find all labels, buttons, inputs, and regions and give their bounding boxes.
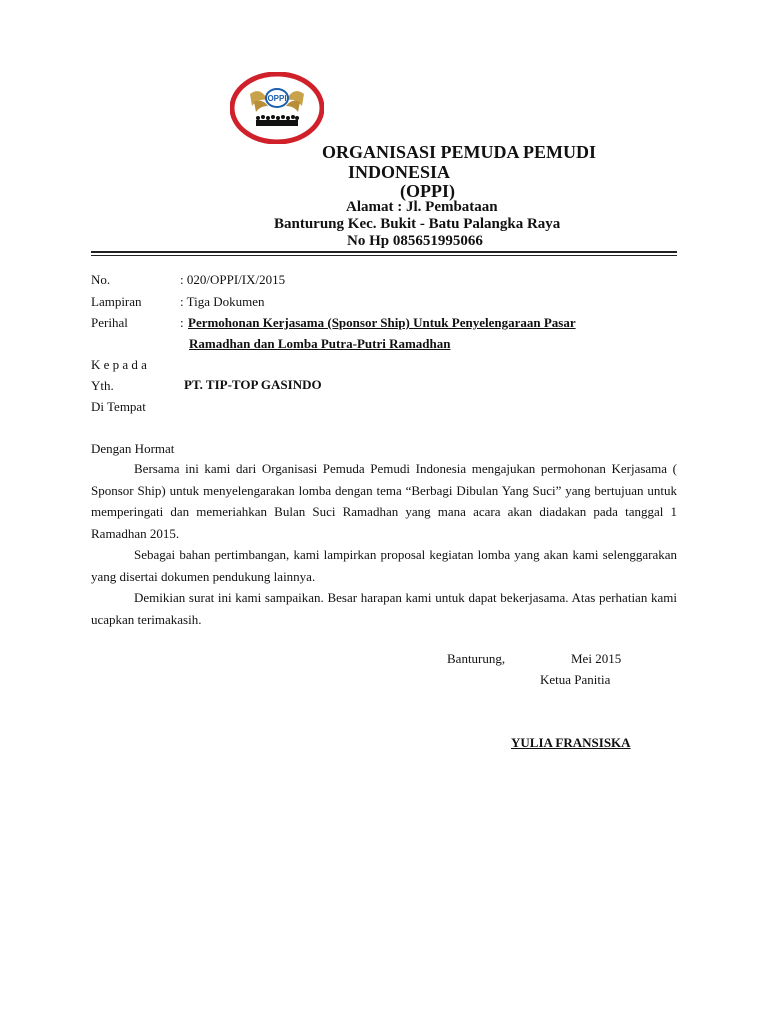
header-divider-thin: [91, 255, 677, 256]
paragraph-3: Demikian surat ini kami sampaikan. Besar harapan kami untuk dapat bekerjasama. Atas perhatian kami ucapkan terimakasih.: [91, 590, 677, 627]
signature-place: Banturung,: [447, 651, 506, 666]
no-label: No.: [91, 272, 111, 287]
paragraph-1: Bersama ini kami dari Organisasi Pemuda Pemudi Indonesia mengajukan permohonan Kerjasama ( Sponsor Ship) untuk menyelengarakan lomba dengan tema “Berbagi Dibulan Yang Suci” yang bertujuan untuk memperingati dan memeriahkan Bulan Suci Ramadhan yang mana acara akan diadakan pada tanggal 1 Ramadhan 2015.: [91, 461, 677, 541]
oppi-logo: [230, 72, 324, 144]
lampiran-value: : Tiga Dokumen: [180, 294, 265, 309]
address-line1: Alamat : Jl. Pembataan: [346, 199, 498, 215]
recipient-company: PT. TIP-TOP GASINDO: [184, 377, 322, 392]
logo-text: OPPI: [267, 94, 287, 103]
org-name-line2: INDONESIA: [348, 162, 451, 182]
lampiran-label: Lampiran: [91, 294, 142, 309]
greeting: Dengan Hormat: [91, 441, 175, 456]
org-name-line1: ORGANISASI PEMUDA PEMUDI: [322, 142, 597, 162]
signature-date: Mei 2015: [571, 651, 622, 666]
paragraph-2: Sebagai bahan pertimbangan, kami lampirkan proposal kegiatan lomba yang akan kami selenggarakan yang disertai dokumen pendukung lainnya.: [91, 547, 677, 584]
di-tempat: Di Tempat: [91, 399, 146, 414]
perihal-colon: :: [180, 315, 184, 330]
perihal-label: Perihal: [91, 315, 128, 330]
perihal-subject-line1: Permohonan Kerjasama (Sponsor Ship) Untuk Penyelengaraan Pasar: [188, 315, 576, 330]
org-acronym: (OPPI): [400, 181, 455, 201]
kepada-label: K e p a d a: [91, 357, 147, 372]
perihal-subject-line2: Ramadhan dan Lomba Putra-Putri Ramadhan: [189, 336, 451, 351]
no-value: : 020/OPPI/IX/2015: [180, 272, 286, 287]
signatory-name: YULIA FRANSISKA: [511, 735, 631, 750]
address-line2: Banturung Kec. Bukit - Batu Palangka Raya: [274, 216, 561, 232]
signature-title: Ketua Panitia: [540, 672, 611, 687]
yth-label: Yth.: [91, 378, 114, 393]
phone-line: No Hp 085651995066: [347, 233, 483, 249]
header-divider-thick: [91, 251, 677, 253]
